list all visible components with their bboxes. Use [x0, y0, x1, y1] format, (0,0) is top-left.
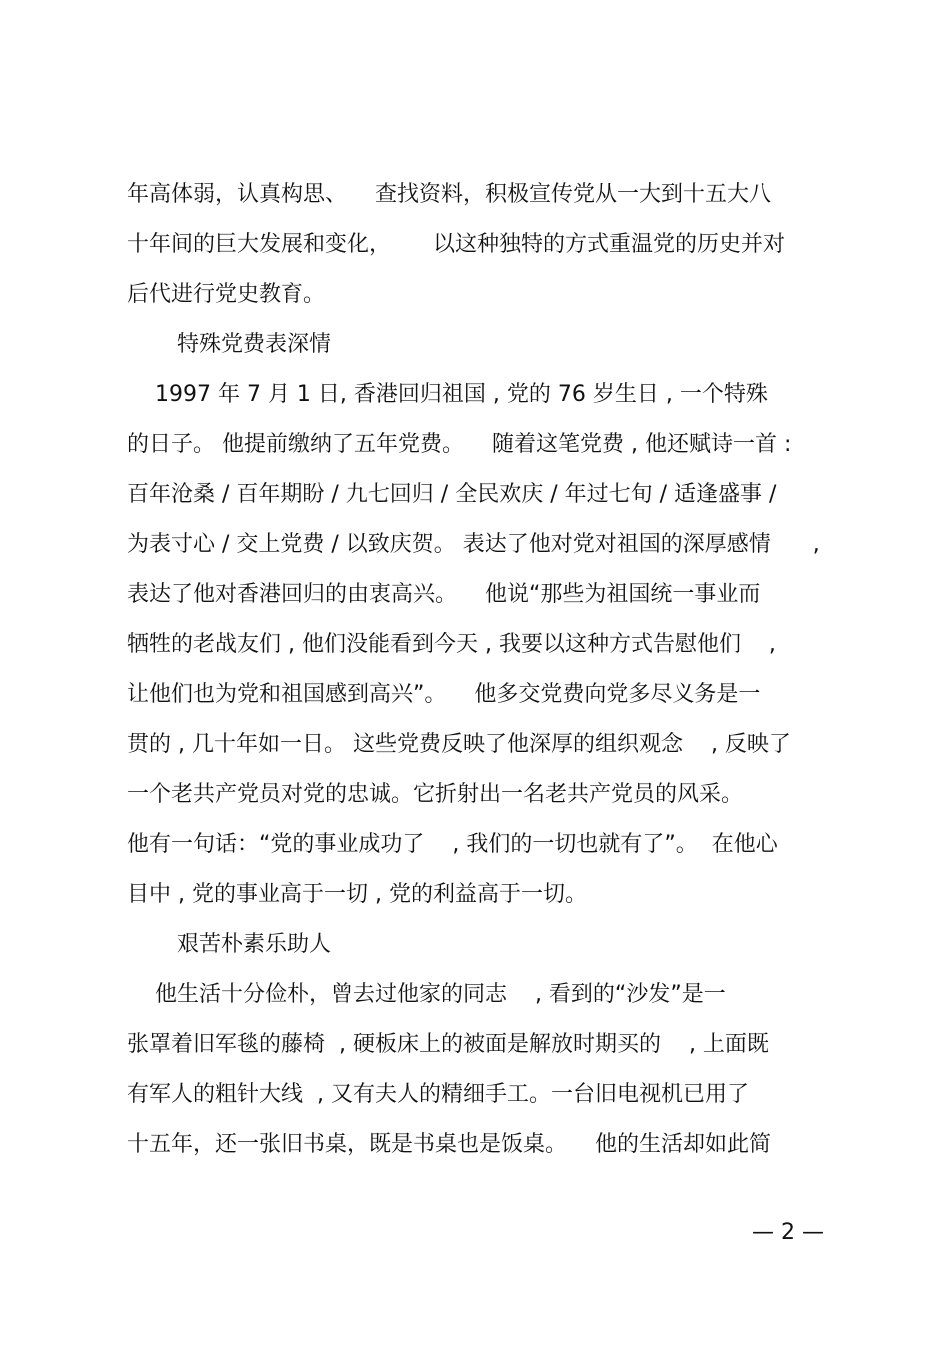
text-line: 让他们也为党和祖国感到高兴”。 他多交党费向党多尽义务是一	[127, 682, 761, 707]
text-line: 他有一句话：“党的事业成功了 , 我们的一切也就有了”。 在他心	[127, 832, 778, 857]
text-line: 他生活十分俭朴，曾去过他家的同志 , 看到的“沙发”是一	[127, 982, 726, 1007]
text-line: 1997 年 7 月 1 日, 香港回归祖国 , 党的 76 岁生日 , 一个特殊	[127, 382, 768, 407]
page-number: — 2 —	[752, 1220, 824, 1245]
text-line: 为表寸心 / 交上党费 / 以致庆贺。 表达了他对党对祖国的深厚感情 ,	[127, 532, 820, 557]
text-line: 表达了他对香港回归的由衷高兴。 他说“那些为祖国统一事业而	[127, 582, 761, 607]
text-line: 牺牲的老战友们 , 他们没能看到今天 , 我要以这种方式告慰他们 ,	[127, 632, 776, 657]
text-line: 后代进行党史教育。	[127, 282, 326, 307]
text-line: 贯的 , 几十年如一日。 这些党费反映了他深厚的组织观念 , 反映了	[127, 732, 791, 757]
section-heading: 特殊党费表深情	[177, 332, 332, 357]
text-line: 十年间的巨大发展和变化， 以这种独特的方式重温党的历史并对	[127, 232, 785, 257]
section-heading: 艰苦朴素乐助人	[177, 932, 332, 957]
text-line: 目中 , 党的事业高于一切 , 党的利益高于一切。	[127, 882, 587, 907]
text-line: 十五年，还一张旧书桌，既是书桌也是饭桌。 他的生活却如此简	[127, 1132, 771, 1157]
text-line: 百年沧桑 / 百年期盼 / 九七回归 / 全民欢庆 / 年过七旬 / 适逢盛事 /	[127, 482, 777, 507]
text-line: 一个老共产党员对党的忠诚。它折射出一名老共产党员的风采。	[127, 782, 744, 807]
text-line: 有军人的粗针大线 , 又有夫人的精细手工。一台旧电视机已用了	[127, 1082, 749, 1107]
text-line: 年高体弱，认真构思、 查找资料，积极宣传党从一大到十五大八	[127, 182, 771, 207]
text-line: 的日子。 他提前缴纳了五年党费。 随着这笔党费 , 他还赋诗一首 :	[127, 432, 792, 457]
text-line: 张罩着旧军毯的藤椅 , 硬板床上的被面是解放时期买的 , 上面既	[127, 1032, 769, 1057]
